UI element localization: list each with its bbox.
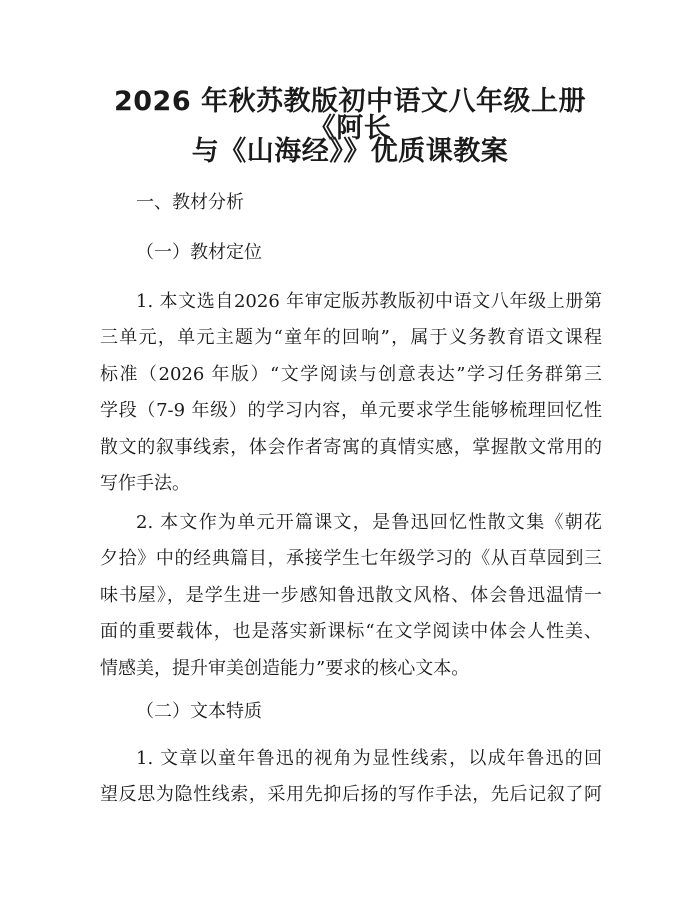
- paragraph-2-line: 面的重要载体，也是落实新课标“在文学阅读中体会人性美、: [100, 621, 602, 643]
- paragraph-2-line: 2. 本文作为单元开篇课文，是鲁迅回忆性散文集《朝花: [136, 512, 602, 533]
- paragraph-3: [100, 741, 602, 814]
- document-title-line-2: 与《山海经》》优质课教案: [191, 136, 509, 167]
- subsection-heading-material-positioning: （一）教材定位: [136, 242, 262, 263]
- paragraph-1-line: 1. 本文选自2026 年审定版苏教版初中语文八年级上册第: [136, 291, 602, 312]
- paragraph-1-line: 学段（7-9 年级）的学习内容，单元要求学生能够梳理回忆性: [100, 400, 602, 422]
- paragraph-1-line: 散文的叙事线索，体会作者寄寓的真情实感，掌握散文常用的: [100, 436, 602, 458]
- document-title-line-1: 2026 年秋苏教版初中语文八年级上册《阿长: [113, 86, 587, 144]
- paragraph-1-line: 写作手法。: [100, 473, 190, 495]
- paragraph-2: [100, 505, 602, 687]
- paragraph-1-line: 标准（2026 年版）“文学阅读与创意表达”学习任务群第三: [100, 363, 602, 385]
- paragraph-3-line: 望反思为隐性线索，采用先抑后扬的写作手法，先后记叙了阿: [100, 784, 602, 806]
- paragraph-1: [100, 284, 602, 502]
- paragraph-3-line: 1. 文章以童年鲁迅的视角为显性线索，以成年鲁迅的回: [136, 748, 602, 769]
- paragraph-2-line: 情感美，提升审美创造能力”要求的核心文本。: [100, 657, 470, 679]
- paragraph-2-line: 味书屋》，是学生进一步感知鲁迅散文风格、体会鲁迅温情一: [100, 584, 602, 606]
- subsection-heading-text-characteristics: （二）文本特质: [136, 701, 262, 722]
- section-heading-teaching-material-analysis: 一、教材分析: [136, 192, 244, 213]
- paragraph-2-line: 夕拾》中的经典篇目，承接学生七年级学习的《从百草园到三: [100, 548, 602, 570]
- paragraph-1-line: 三单元，单元主题为“童年的回响”，属于义务教育语文课程: [100, 327, 602, 349]
